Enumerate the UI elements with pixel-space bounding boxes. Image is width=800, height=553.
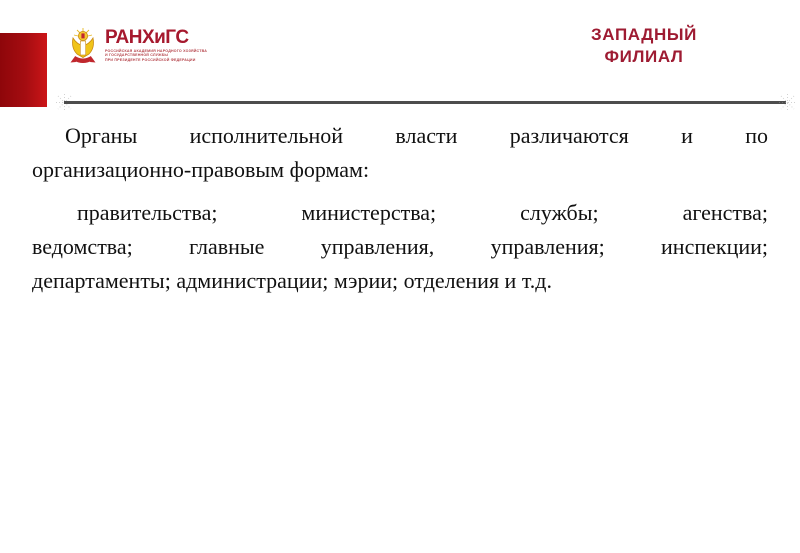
ranepa-full-name-line2: И ГОСУДАРСТВЕННОЙ СЛУЖБЫ [105,53,169,58]
ranepa-coat-of-arms-icon [70,28,96,65]
body-text-line: Органы исполнительной власти различаются и по [65,123,768,148]
body-text-line: правительства; министерства; службы; агенства; [77,200,768,225]
ranepa-logo [70,28,207,65]
branch-title-line2: ФИЛИАЛ [604,47,684,66]
ranepa-logo-text [105,28,207,62]
ranepa-full-name [105,49,207,62]
header-divider-line [64,101,786,104]
branch-title [564,24,724,68]
body-text-line: департаменты; администрации; мэрии; отделения и т.д. [32,268,552,293]
paragraph-forms-list [32,196,768,298]
slide-body-text [32,119,768,298]
ranepa-full-name-line3: ПРИ ПРЕЗИДЕНТЕ РОССИЙСКОЙ ФЕДЕРАЦИИ [105,57,196,62]
paragraph-intro [32,119,768,187]
ranepa-acronym: РАНХиГС [105,27,189,48]
left-accent-bar [0,33,47,107]
body-text-line: организационно-правовым формам: [32,157,370,182]
branch-title-line1: ЗАПАДНЫЙ [591,25,697,44]
body-text-line: ведомства; главные управления, управления; инспекции; [32,234,768,259]
line-endpoint-marker-icon [779,94,796,111]
ranepa-full-name-line1: РОССИЙСКАЯ АКАДЕМИЯ НАРОДНОГО ХОЗЯЙСТВА [105,49,208,53]
